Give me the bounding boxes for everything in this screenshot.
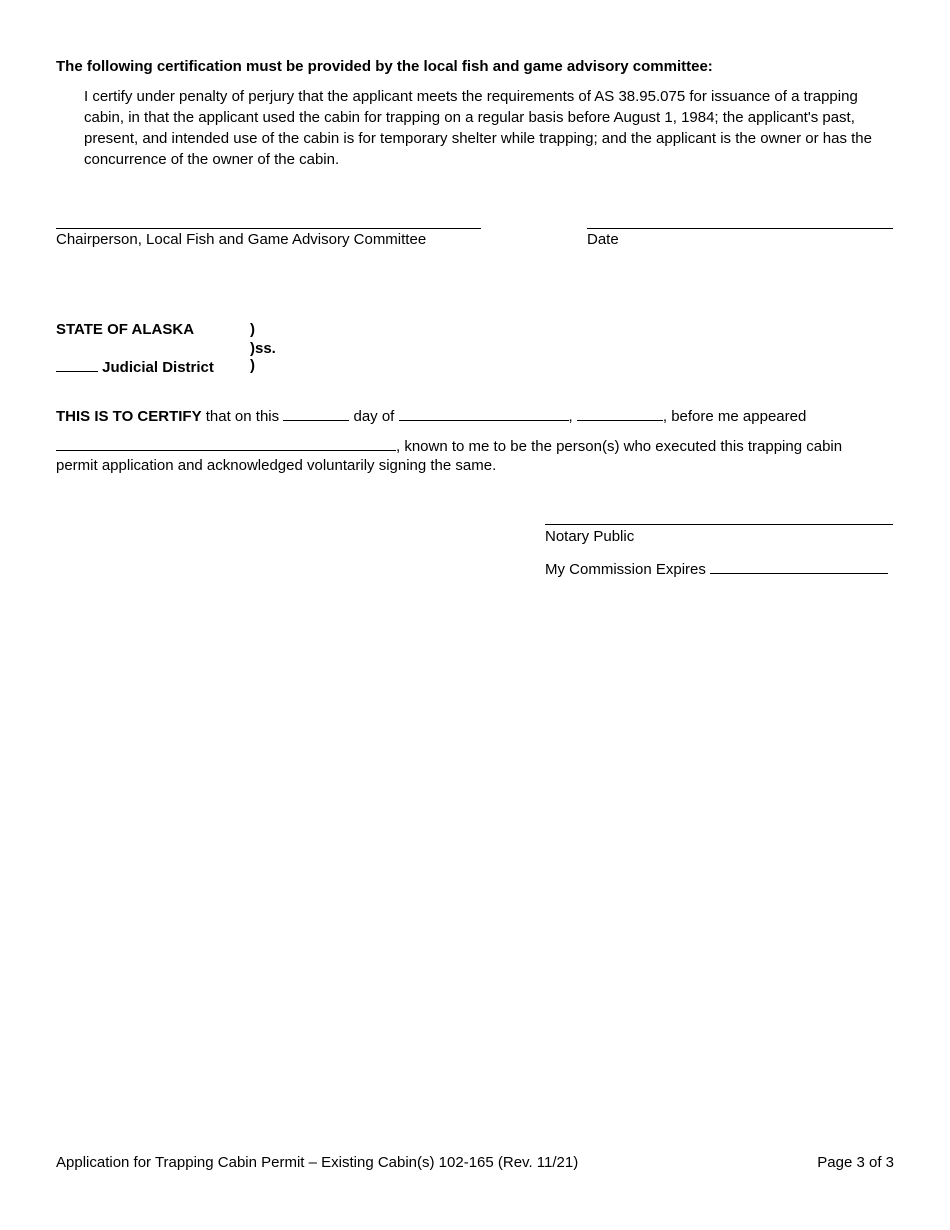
commission-blank[interactable] — [710, 559, 888, 574]
paren: ) — [250, 357, 255, 374]
text: , before me appeared — [662, 408, 807, 425]
person-name-blank[interactable] — [56, 436, 396, 451]
text: day of — [353, 408, 395, 425]
chairperson-label: Chairperson, Local Fish and Game Advisory Committee — [56, 231, 427, 248]
district-blank[interactable] — [56, 357, 98, 372]
chairperson-signature-line[interactable] — [56, 228, 481, 229]
certify-lead: THIS IS TO CERTIFY — [56, 408, 202, 425]
commission-label: My Commission Expires — [545, 561, 706, 578]
certification-statement: I certify under penalty of perjury that the applicant meets the requirements of AS 38.95.075 for issuance of a trapping cabin, in that the applicant used the cabin for trapping on a regular basis before August 1, 1984; the applicant's past, present, and intended use of the cabin is for temporary shelter while trapping; and the applicant is the owner or has the concurrence of the owner of the cabin. — [84, 88, 872, 168]
state-label: STATE OF ALASKA — [56, 321, 195, 338]
appeared-line — [56, 436, 842, 455]
ack-text: permit application and acknowledged voluntarily signing the same. — [56, 457, 497, 474]
ss-label: )ss. — [250, 340, 276, 357]
page-number: Page 3 of 3 — [817, 1154, 894, 1171]
judicial-district — [56, 357, 214, 376]
text: , known to me to be the person(s) who executed this trapping cabin — [396, 438, 843, 455]
certify-line — [56, 406, 806, 425]
date-label: Date — [587, 231, 619, 248]
paren: ) — [250, 321, 255, 338]
text: that on this — [205, 408, 280, 425]
date-line[interactable] — [587, 228, 893, 229]
notary-label: Notary Public — [545, 528, 635, 545]
text: , — [568, 408, 573, 425]
commission-expires — [545, 559, 888, 578]
day-blank[interactable] — [283, 406, 349, 421]
notary-signature-line[interactable] — [545, 524, 893, 525]
district-label: Judicial District — [102, 359, 214, 376]
footer-title: Application for Trapping Cabin Permit – Existing Cabin(s) 102-165 (Rev. 11/21) — [56, 1154, 579, 1171]
certification-heading: The following certification must be provided by the local fish and game advisory committee: — [56, 58, 713, 75]
year-blank[interactable] — [577, 406, 663, 421]
month-blank[interactable] — [399, 406, 569, 421]
